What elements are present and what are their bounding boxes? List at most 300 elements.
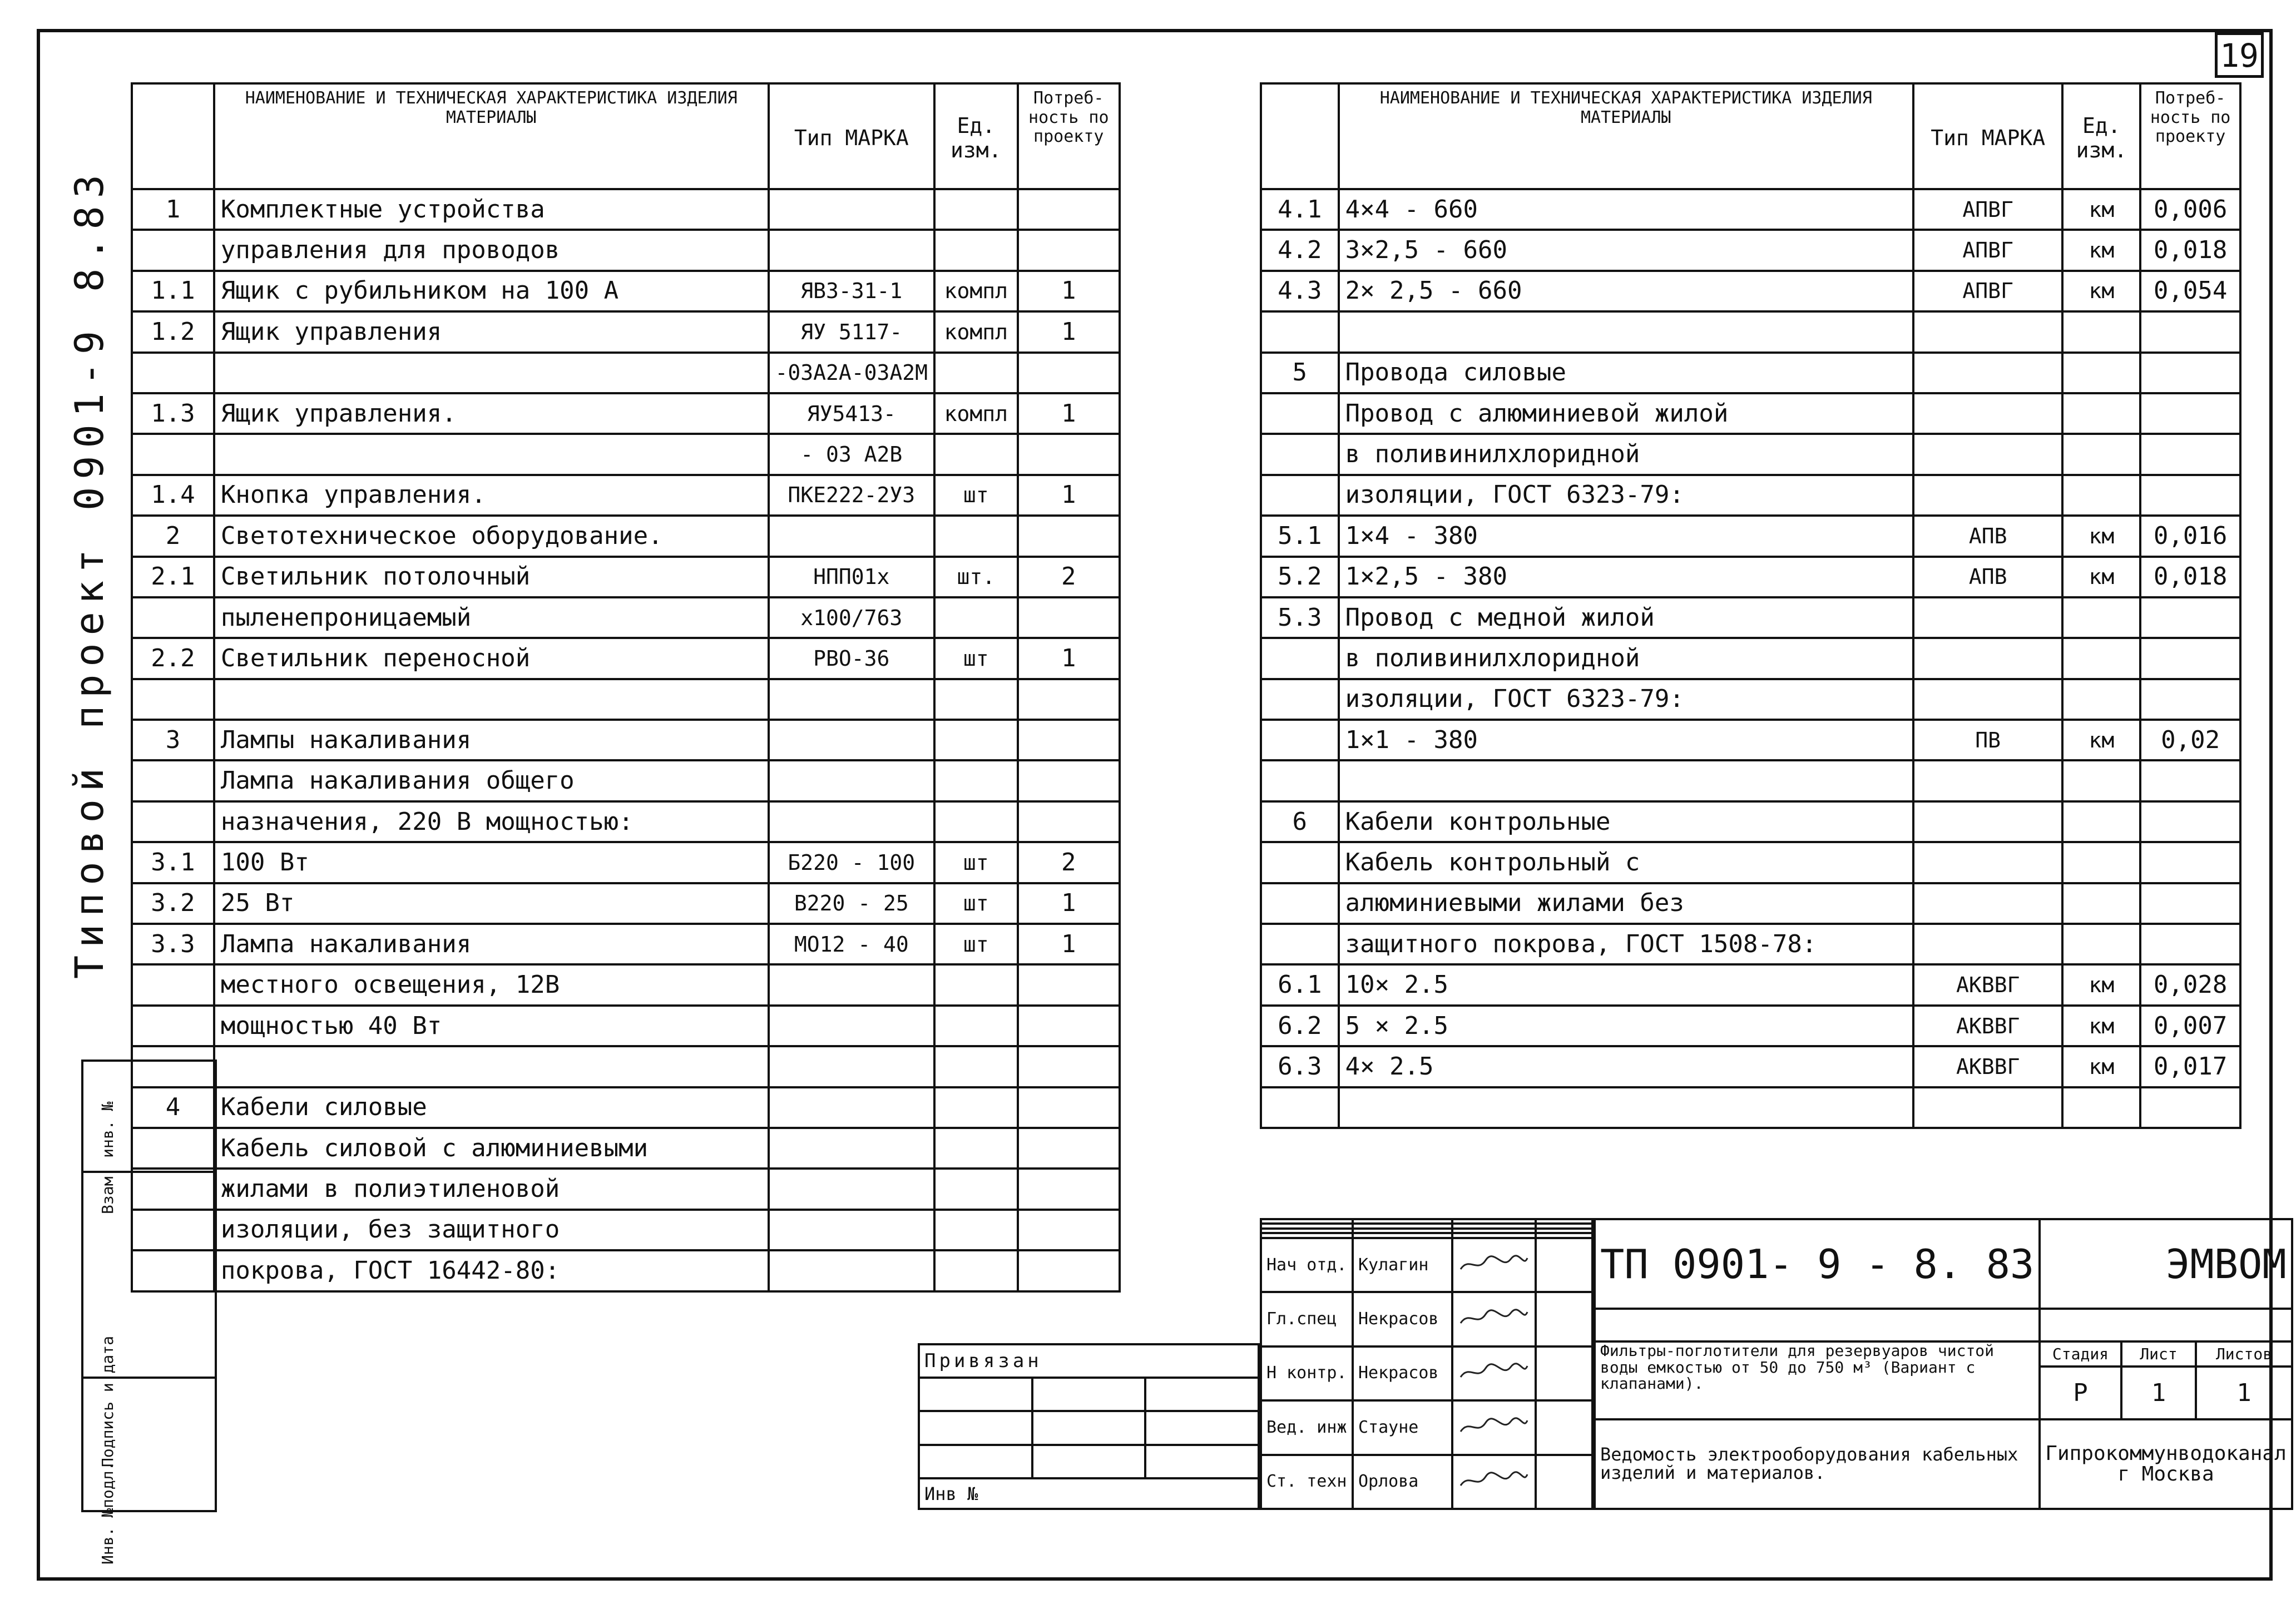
item-name <box>214 679 769 720</box>
item-qty: 1 <box>1018 638 1120 679</box>
item-qty <box>1018 516 1120 556</box>
right-header-row <box>1261 83 2240 189</box>
item-unit <box>2062 393 2140 434</box>
item-number <box>132 1169 214 1209</box>
item-type: АКВВГ <box>1913 1006 2063 1046</box>
item-unit <box>2062 353 2140 393</box>
item-type: Б220 - 100 <box>769 842 935 883</box>
item-qty: 0,017 <box>2140 1046 2240 1087</box>
left-table-row <box>132 760 1120 801</box>
item-qty <box>1018 1046 1120 1087</box>
item-unit <box>2062 842 2140 883</box>
item-number: 6.1 <box>1261 964 1339 1005</box>
item-qty <box>2140 475 2240 516</box>
item-unit: шт <box>934 924 1017 964</box>
item-name: 2× 2,5 - 660 <box>1339 271 1913 311</box>
item-qty <box>1018 801 1120 842</box>
left-table-row <box>132 597 1120 638</box>
item-qty: 0,054 <box>2140 271 2240 311</box>
right-table-row <box>1261 557 2240 597</box>
signer-row <box>1261 1455 1592 1509</box>
item-name: алюминиевыми жилами без <box>1339 883 1913 924</box>
item-type: ПКЕ222-2У3 <box>769 475 935 516</box>
item-unit <box>2062 311 2140 352</box>
item-type: АПВГ <box>1913 189 2063 230</box>
left-table-row <box>132 801 1120 842</box>
right-table-row <box>1261 597 2240 638</box>
item-unit <box>934 1169 1017 1209</box>
signer-name: Стауне <box>1353 1400 1452 1454</box>
item-unit <box>934 353 1017 393</box>
item-name: 4×4 - 660 <box>1339 189 1913 230</box>
left-table-row <box>132 1087 1120 1128</box>
left-spec-table <box>131 82 1121 1313</box>
item-number: 6.2 <box>1261 1006 1339 1046</box>
item-qty <box>1018 1128 1120 1169</box>
left-table-row <box>132 842 1120 883</box>
item-type: В220 - 25 <box>769 883 935 924</box>
left-table-row <box>132 353 1120 393</box>
signature-scribble <box>1458 1362 1530 1382</box>
item-number: 4.3 <box>1261 271 1339 311</box>
right-table-row <box>1261 801 2240 842</box>
item-qty <box>1018 1169 1120 1209</box>
item-qty: 0,02 <box>2140 720 2240 760</box>
left-table-row <box>132 189 1120 230</box>
left-table-row <box>132 1006 1120 1046</box>
signer-row <box>1261 1238 1592 1292</box>
document-title: Ведомость электрооборудования кабельных изделий и материалов. <box>1595 1419 2040 1509</box>
item-unit <box>2062 434 2140 474</box>
left-table-row <box>132 1046 1120 1087</box>
item-number: 2.1 <box>132 557 214 597</box>
item-type <box>1913 311 2063 352</box>
item-unit <box>934 1006 1017 1046</box>
item-number: 1.3 <box>132 393 214 434</box>
left-table-row <box>132 271 1120 311</box>
item-type <box>1913 801 2063 842</box>
item-unit: шт <box>934 638 1017 679</box>
item-type <box>769 720 935 760</box>
signer-name: Кулагин <box>1353 1238 1452 1292</box>
item-name: Провода силовые <box>1339 353 1913 393</box>
right-table-row <box>1261 760 2240 801</box>
item-qty <box>2140 311 2240 352</box>
item-unit <box>934 189 1017 230</box>
item-qty <box>1018 434 1120 474</box>
drawing-mark: ЭМВОМ <box>2040 1219 2292 1309</box>
item-unit <box>2062 597 2140 638</box>
right-table-row <box>1261 516 2240 556</box>
left-table-row <box>132 1250 1120 1291</box>
item-type <box>1913 679 2063 720</box>
left-table-row <box>132 393 1120 434</box>
sheet-label: Лист <box>2121 1341 2196 1367</box>
item-qty <box>2140 842 2240 883</box>
item-name: в поливинилхлоридной <box>1339 638 1913 679</box>
item-number <box>1261 924 1339 964</box>
item-type <box>1913 638 2063 679</box>
item-name <box>1339 311 1913 352</box>
item-number <box>132 801 214 842</box>
item-name: Ящик управления. <box>214 393 769 434</box>
item-unit: компл <box>934 271 1017 311</box>
item-name <box>214 1046 769 1087</box>
item-type <box>1913 842 2063 883</box>
item-number: 3.3 <box>132 924 214 964</box>
item-number <box>1261 842 1339 883</box>
item-name: Лампа накаливания общего <box>214 760 769 801</box>
item-unit <box>934 964 1017 1005</box>
item-unit <box>2062 1087 2140 1128</box>
item-unit <box>2062 679 2140 720</box>
item-type: МО12 - 40 <box>769 924 935 964</box>
item-type: АПВ <box>1913 516 2063 556</box>
header-name-right: НАИМЕНОВАНИЕ И ТЕХНИЧЕСКАЯ ХАРАКТЕРИСТИКА ИЗДЕЛИЯ МАТЕРИАЛЫ <box>1339 83 1913 189</box>
right-spec-table <box>1260 82 2241 1129</box>
item-name: Провод с алюминиевой жилой <box>1339 393 1913 434</box>
item-unit: км <box>2062 964 2140 1005</box>
item-unit <box>934 516 1017 556</box>
right-table-row <box>1261 311 2240 352</box>
item-qty: 0,006 <box>2140 189 2240 230</box>
item-qty <box>1018 230 1120 270</box>
signature-mark <box>1452 1238 1536 1292</box>
right-table-row <box>1261 638 2240 679</box>
item-name: Провод с медной жилой <box>1339 597 1913 638</box>
signature-scribble <box>1458 1254 1530 1274</box>
item-number <box>132 353 214 393</box>
right-table-row <box>1261 1046 2240 1087</box>
right-table-row <box>1261 679 2240 720</box>
item-number <box>1261 883 1339 924</box>
item-number <box>1261 760 1339 801</box>
item-qty <box>1018 720 1120 760</box>
item-qty: 1 <box>1018 475 1120 516</box>
item-qty <box>2140 679 2240 720</box>
organization: Гипрокоммунводоканал г Москва <box>2040 1419 2292 1509</box>
item-number: 4.2 <box>1261 230 1339 270</box>
item-type: АПВГ <box>1913 271 2063 311</box>
item-name: защитного покрова, ГОСТ 1508-78: <box>1339 924 1913 964</box>
item-qty <box>1018 964 1120 1005</box>
stage-label: Стадия <box>2040 1341 2121 1367</box>
side-col-vzam: Взам. инв. № <box>98 1101 117 1214</box>
item-unit <box>2062 883 2140 924</box>
item-number <box>132 597 214 638</box>
signer-role: Вед. инж <box>1261 1400 1353 1454</box>
left-table-row <box>132 557 1120 597</box>
item-type: АПВГ <box>1913 230 2063 270</box>
item-unit: шт <box>934 842 1017 883</box>
item-number: 4 <box>132 1087 214 1128</box>
item-number: 3.1 <box>132 842 214 883</box>
item-number: 5.1 <box>1261 516 1339 556</box>
stage-value: Р <box>2040 1367 2121 1419</box>
item-number: 5 <box>1261 353 1339 393</box>
right-table-row <box>1261 842 2240 883</box>
signer-name: Некрасов <box>1353 1292 1452 1346</box>
item-qty: 1 <box>1018 393 1120 434</box>
right-table-row <box>1261 883 2240 924</box>
left-table-row <box>132 924 1120 964</box>
item-qty <box>2140 638 2240 679</box>
item-qty: 1 <box>1018 311 1120 352</box>
header-type: Тип МАРКА <box>769 83 935 189</box>
item-unit: км <box>2062 271 2140 311</box>
item-name: 10× 2.5 <box>1339 964 1913 1005</box>
item-name: 1×4 - 380 <box>1339 516 1913 556</box>
right-table-row <box>1261 1006 2240 1046</box>
item-name: жилами в полиэтиленовой <box>214 1169 769 1209</box>
left-table-row <box>132 434 1120 474</box>
item-qty <box>2140 1087 2240 1128</box>
item-number <box>132 679 214 720</box>
item-qty <box>1018 353 1120 393</box>
item-number: 1.1 <box>132 271 214 311</box>
side-title: Типовой проект 0901-9 8.83 <box>67 167 112 979</box>
signature-scribble <box>1458 1416 1530 1436</box>
item-name: Комплектные устройства <box>214 189 769 230</box>
item-name: изоляции, ГОСТ 6323-79: <box>1339 475 1913 516</box>
item-type <box>1913 883 2063 924</box>
item-number <box>1261 720 1339 760</box>
item-unit <box>934 230 1017 270</box>
item-number <box>1261 434 1339 474</box>
item-qty <box>1018 679 1120 720</box>
item-number <box>132 1210 214 1250</box>
item-name: Светильник потолочный <box>214 557 769 597</box>
item-unit <box>2062 924 2140 964</box>
left-table-row <box>132 1128 1120 1169</box>
signer-role: Н контр. <box>1261 1346 1353 1400</box>
left-table-row <box>132 1169 1120 1209</box>
item-name: Светильник переносной <box>214 638 769 679</box>
item-number: 1.4 <box>132 475 214 516</box>
sheets-value: 1 <box>2196 1367 2292 1419</box>
header-unit: Ед. изм. <box>934 83 1017 189</box>
item-qty <box>1018 1087 1120 1128</box>
signature-mark <box>1452 1292 1536 1346</box>
item-name: Кабели силовые <box>214 1087 769 1128</box>
item-unit: шт <box>934 883 1017 924</box>
item-qty: 0,018 <box>2140 230 2240 270</box>
item-number <box>1261 393 1339 434</box>
sheets-label: Листов <box>2196 1341 2292 1367</box>
item-name: изоляции, без защитного <box>214 1210 769 1250</box>
item-name: Светотехническое оборудование. <box>214 516 769 556</box>
right-table-row <box>1261 964 2240 1005</box>
right-table-row <box>1261 353 2240 393</box>
item-unit <box>934 1087 1017 1128</box>
signature-scribble <box>1458 1470 1530 1490</box>
item-type: -03А2А-03А2М <box>769 353 935 393</box>
item-name: 100 Вт <box>214 842 769 883</box>
item-qty <box>2140 393 2240 434</box>
item-name: пыленепроницаемый <box>214 597 769 638</box>
item-qty <box>2140 801 2240 842</box>
left-table-row <box>132 311 1120 352</box>
left-header-row <box>132 83 1120 189</box>
item-unit <box>2062 801 2140 842</box>
item-number: 5.2 <box>1261 557 1339 597</box>
item-type <box>769 1210 935 1250</box>
item-name <box>214 434 769 474</box>
item-unit <box>934 597 1017 638</box>
item-unit <box>934 720 1017 760</box>
item-unit: км <box>2062 557 2140 597</box>
item-number <box>132 434 214 474</box>
item-number <box>132 1006 214 1046</box>
item-name <box>1339 760 1913 801</box>
item-unit <box>934 1210 1017 1250</box>
item-type <box>769 1046 935 1087</box>
item-type <box>769 516 935 556</box>
left-table-row <box>132 964 1120 1005</box>
header-name: НАИМЕНОВАНИЕ И ТЕХНИЧЕСКАЯ ХАРАКТЕРИСТИКА ИЗДЕЛИЯ МАТЕРИАЛЫ <box>214 83 769 189</box>
item-qty: 0,018 <box>2140 557 2240 597</box>
item-qty <box>1018 597 1120 638</box>
item-unit: км <box>2062 720 2140 760</box>
right-table-row <box>1261 924 2240 964</box>
item-qty: 1 <box>1018 924 1120 964</box>
item-unit: шт <box>934 475 1017 516</box>
item-name <box>214 353 769 393</box>
item-qty: 2 <box>1018 557 1120 597</box>
signature-scribble <box>1458 1308 1530 1328</box>
item-unit <box>2062 760 2140 801</box>
item-number <box>132 1250 214 1291</box>
item-number <box>132 1046 214 1087</box>
item-qty: 0,007 <box>2140 1006 2240 1046</box>
left-table-row <box>132 1210 1120 1250</box>
item-name: покрова, ГОСТ 16442-80: <box>214 1250 769 1291</box>
sheet-value: 1 <box>2121 1367 2196 1419</box>
item-name: Кабель силовой с алюминиевыми <box>214 1128 769 1169</box>
header-need-right: Потреб-ность по проекту <box>2140 83 2240 189</box>
item-type: х100/763 <box>769 597 935 638</box>
item-number: 2 <box>132 516 214 556</box>
item-type <box>1913 353 2063 393</box>
sheet-number: 19 <box>2215 32 2264 78</box>
item-unit <box>934 1250 1017 1291</box>
item-unit: компл <box>934 393 1017 434</box>
right-table-row <box>1261 434 2240 474</box>
header-unit-right: Ед. изм. <box>2062 83 2140 189</box>
header-need: Потреб-ность по проекту <box>1018 83 1120 189</box>
item-number: 5.3 <box>1261 597 1339 638</box>
side-col-sign: Подпись и дата <box>98 1335 117 1467</box>
item-qty <box>2140 353 2240 393</box>
right-table-row <box>1261 1087 2240 1128</box>
item-name: Кнопка управления. <box>214 475 769 516</box>
item-qty <box>1018 1210 1120 1250</box>
object-title: Фильтры-поглотители для резервуаров чистой воды емкостью от 50 до 750 м³ (Вариант с клапанами). <box>1595 1341 2040 1419</box>
item-unit <box>2062 638 2140 679</box>
signer-role: Ст. техн <box>1261 1455 1353 1509</box>
item-type: РВО-36 <box>769 638 935 679</box>
item-number: 6 <box>1261 801 1339 842</box>
item-number: 1 <box>132 189 214 230</box>
item-number: 2.2 <box>132 638 214 679</box>
item-qty <box>2140 883 2240 924</box>
signature-mark <box>1452 1455 1536 1509</box>
item-type <box>769 1128 935 1169</box>
item-type <box>769 1250 935 1291</box>
signer-role: Нач отд. <box>1261 1238 1353 1292</box>
item-type <box>769 964 935 1005</box>
item-unit <box>934 801 1017 842</box>
item-qty <box>1018 1250 1120 1291</box>
item-name: Ящик управления <box>214 311 769 352</box>
left-table-row <box>132 516 1120 556</box>
item-unit <box>934 1046 1017 1087</box>
item-name: 4× 2.5 <box>1339 1046 1913 1087</box>
item-unit: шт. <box>934 557 1017 597</box>
item-unit <box>934 1128 1017 1169</box>
item-type <box>1913 760 2063 801</box>
item-type <box>769 1087 935 1128</box>
item-unit: км <box>2062 189 2140 230</box>
left-table-row <box>132 883 1120 924</box>
item-number <box>132 964 214 1005</box>
item-type <box>769 1006 935 1046</box>
item-qty <box>2140 924 2240 964</box>
item-type <box>1913 1087 2063 1128</box>
item-qty <box>1018 1006 1120 1046</box>
item-type: ПВ <box>1913 720 2063 760</box>
header-type-right: Тип МАРКА <box>1913 83 2063 189</box>
item-unit: км <box>2062 1046 2140 1087</box>
item-number <box>1261 311 1339 352</box>
title-block-main <box>1594 1218 2293 1510</box>
right-table-row <box>1261 189 2240 230</box>
signer-role: Гл.спец <box>1261 1292 1353 1346</box>
signature-mark <box>1452 1346 1536 1400</box>
item-type <box>769 679 935 720</box>
item-qty: 1 <box>1018 883 1120 924</box>
title-block-left <box>918 1343 1260 1510</box>
item-type <box>769 1169 935 1209</box>
item-type: - 03 А2В <box>769 434 935 474</box>
item-qty: 0,028 <box>2140 964 2240 1005</box>
item-name: Кабель контрольный с <box>1339 842 1913 883</box>
item-number <box>1261 475 1339 516</box>
item-type: НПП01х <box>769 557 935 597</box>
item-unit <box>934 760 1017 801</box>
item-qty: 2 <box>1018 842 1120 883</box>
item-number <box>1261 679 1339 720</box>
item-unit <box>934 679 1017 720</box>
item-number: 6.3 <box>1261 1046 1339 1087</box>
item-qty <box>2140 597 2240 638</box>
item-unit: км <box>2062 516 2140 556</box>
signer-row <box>1261 1292 1592 1346</box>
item-name: назначения, 220 В мощностью: <box>214 801 769 842</box>
item-unit <box>934 434 1017 474</box>
item-name: 5 × 2.5 <box>1339 1006 1913 1046</box>
item-type <box>1913 924 2063 964</box>
item-qty <box>1018 760 1120 801</box>
signer-name: Орлова <box>1353 1455 1452 1509</box>
right-table-row <box>1261 393 2240 434</box>
item-type <box>769 801 935 842</box>
signer-name: Некрасов <box>1353 1346 1452 1400</box>
item-unit <box>2062 475 2140 516</box>
right-table-row <box>1261 271 2240 311</box>
project-code: ТП 0901- 9 - 8. 83 <box>1595 1219 2040 1309</box>
item-name: 3×2,5 - 660 <box>1339 230 1913 270</box>
